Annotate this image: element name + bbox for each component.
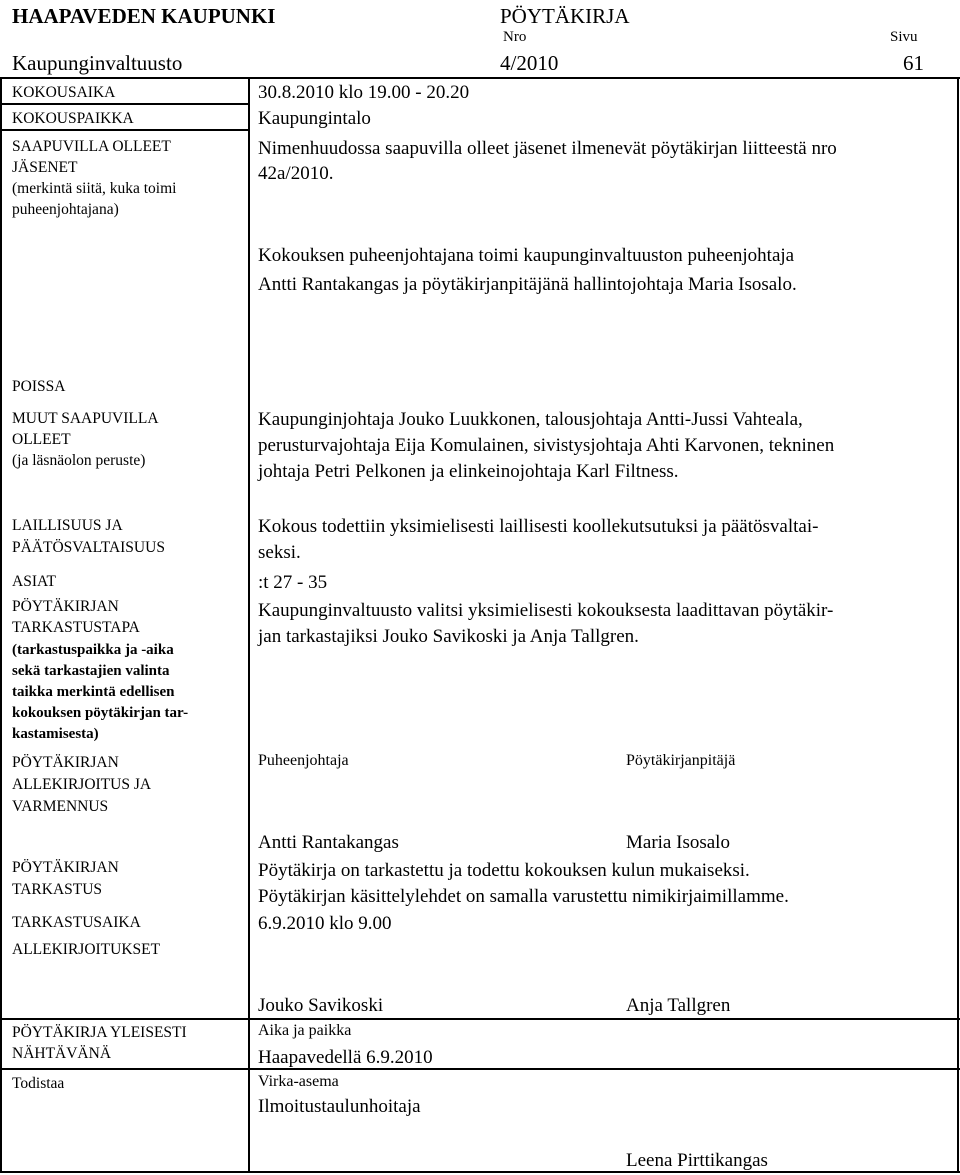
tarkastustapa-label-1: PÖYTÄKIRJAN xyxy=(12,598,119,615)
saapuvilla-value-2: 42a/2010. xyxy=(258,163,334,184)
tarkastus-value-1: Pöytäkirja on tarkastettu ja todettu kokouksen kulun mukaiseksi. xyxy=(258,860,750,881)
tarkastusaika-label: TARKASTUSAIKA xyxy=(12,914,141,931)
saapuvilla-label-2: JÄSENET xyxy=(12,159,78,176)
chair-text-1: Kokouksen puheenjohtajana toimi kaupunginvaltuuston puheenjohtaja xyxy=(258,245,795,266)
chair-title: Puheenjohtaja xyxy=(258,752,349,769)
secretary-title: Pöytäkirjanpitäjä xyxy=(626,752,736,769)
nro-label: Nro xyxy=(503,29,527,45)
page-number: 61 xyxy=(903,51,924,75)
attester-name: Leena Pirttikangas xyxy=(626,1150,768,1171)
muut-label-1: MUUT SAAPUVILLA xyxy=(12,410,159,427)
position-value: Ilmoitustaulunhoitaja xyxy=(258,1096,421,1117)
tarkastustapa-label-2: TARKASTUSTAPA xyxy=(12,619,140,636)
column-divider xyxy=(248,77,250,1173)
kokousaika-label: KOKOUSAIKA xyxy=(12,84,116,101)
left-border xyxy=(0,77,2,1173)
laillisuus-label-2: PÄÄTÖSVALTAISUUS xyxy=(12,539,165,556)
time-place-value: Haapavedellä 6.9.2010 xyxy=(258,1047,433,1068)
time-place-label: Aika ja paikka xyxy=(258,1022,352,1039)
todistaa-divider xyxy=(0,1068,960,1070)
kokouspaikka-divider xyxy=(0,129,250,131)
chair-text-2: Antti Rantakangas ja pöytäkirjanpitäjänä hallintojohtaja Maria Isosalo. xyxy=(258,274,797,295)
muut-label-3: (ja läsnäolon peruste) xyxy=(12,452,146,469)
todistaa-label: Todistaa xyxy=(12,1075,65,1092)
secretary-name: Maria Isosalo xyxy=(626,832,730,853)
allekirjoitus-label-2: ALLEKIRJOITUS JA xyxy=(12,776,152,793)
tarkastusaika-value: 6.9.2010 klo 9.00 xyxy=(258,913,392,934)
tarkastus-value-2: Pöytäkirjan käsittelylehdet on samalla varustettu nimikirjaimillamme. xyxy=(258,886,789,907)
kokouspaikka-value: Kaupungintalo xyxy=(258,108,371,129)
laillisuus-value-1: Kokous todettiin yksimielisesti laillisesti koollekutsutuksi ja päätösvaltai- xyxy=(258,516,819,537)
laillisuus-label-1: LAILLISUUS JA xyxy=(12,517,123,534)
muut-value-3: johtaja Petri Pelkonen ja elinkeinojohtaja Karl Filtness. xyxy=(258,461,679,482)
asiat-value: :t 27 - 35 xyxy=(258,572,328,593)
position-label: Virka-asema xyxy=(258,1073,339,1090)
kokousaika-divider xyxy=(0,103,250,105)
inspector-1-name: Jouko Savikoski xyxy=(258,995,384,1016)
allekirjoitus-label-1: PÖYTÄKIRJAN xyxy=(12,754,119,771)
kokouspaikka-label: KOKOUSPAIKKA xyxy=(12,110,134,127)
city-name: HAAPAVEDEN KAUPUNKI xyxy=(12,4,276,28)
saapuvilla-label-3: (merkintä siitä, kuka toimi xyxy=(12,180,177,197)
saapuvilla-value-1: Nimenhuudossa saapuvilla olleet jäsenet ilmenevät pöytäkirjan liitteestä nro xyxy=(258,138,837,159)
allekirjoitus-label-3: VARMENNUS xyxy=(12,798,109,815)
kokousaika-value: 30.8.2010 klo 19.00 - 20.20 xyxy=(258,82,470,103)
poissa-label: POISSA xyxy=(12,378,66,395)
yleisesti-divider xyxy=(0,1018,960,1020)
tarkastus-label-1: PÖYTÄKIRJAN xyxy=(12,859,119,876)
yleisesti-label-1: PÖYTÄKIRJA YLEISESTI xyxy=(12,1024,187,1041)
meeting-number: 4/2010 xyxy=(500,51,559,75)
sivu-label: Sivu xyxy=(890,29,918,45)
allekirjoitukset-label: ALLEKIRJOITUKSET xyxy=(12,941,161,958)
tarkastustapa-label-5: taikka merkintä edellisen xyxy=(12,684,175,700)
inspector-2-name: Anja Tallgren xyxy=(626,995,731,1016)
tarkastustapa-label-4: sekä tarkastajien valinta xyxy=(12,663,170,679)
muut-label-2: OLLEET xyxy=(12,431,71,448)
tarkastus-label-2: TARKASTUS xyxy=(12,881,103,898)
muut-value-1: Kaupunginjohtaja Jouko Luukkonen, talousjohtaja Antti-Jussi Vahteala, xyxy=(258,409,803,430)
muut-value-2: perusturvajohtaja Eija Komulainen, sivistysjohtaja Ahti Karvonen, tekninen xyxy=(258,435,835,456)
tarkastustapa-label-6: kokouksen pöytäkirjan tar- xyxy=(12,705,189,721)
bottom-border xyxy=(0,1171,960,1173)
tarkastustapa-value-2: jan tarkastajiksi Jouko Savikoski ja Anja Tallgren. xyxy=(258,626,639,647)
body-name: Kaupunginvaltuusto xyxy=(12,51,183,75)
tarkastustapa-value-1: Kaupunginvaltuusto valitsi yksimielisesti kokouksesta laadittavan pöytäkir- xyxy=(258,600,834,621)
asiat-label: ASIAT xyxy=(12,573,56,590)
right-border xyxy=(957,77,959,1173)
header-divider xyxy=(0,77,960,79)
tarkastustapa-label-7: kastamisesta) xyxy=(12,726,99,742)
yleisesti-label-2: NÄHTÄVÄNÄ xyxy=(12,1045,112,1062)
laillisuus-value-2: seksi. xyxy=(258,542,301,563)
tarkastustapa-label-3: (tarkastuspaikka ja -aika xyxy=(12,642,174,658)
chair-name: Antti Rantakangas xyxy=(258,832,399,853)
saapuvilla-label-1: SAAPUVILLA OLLEET xyxy=(12,138,171,155)
document-type: PÖYTÄKIRJA xyxy=(500,4,630,28)
saapuvilla-label-4: puheenjohtajana) xyxy=(12,201,119,218)
